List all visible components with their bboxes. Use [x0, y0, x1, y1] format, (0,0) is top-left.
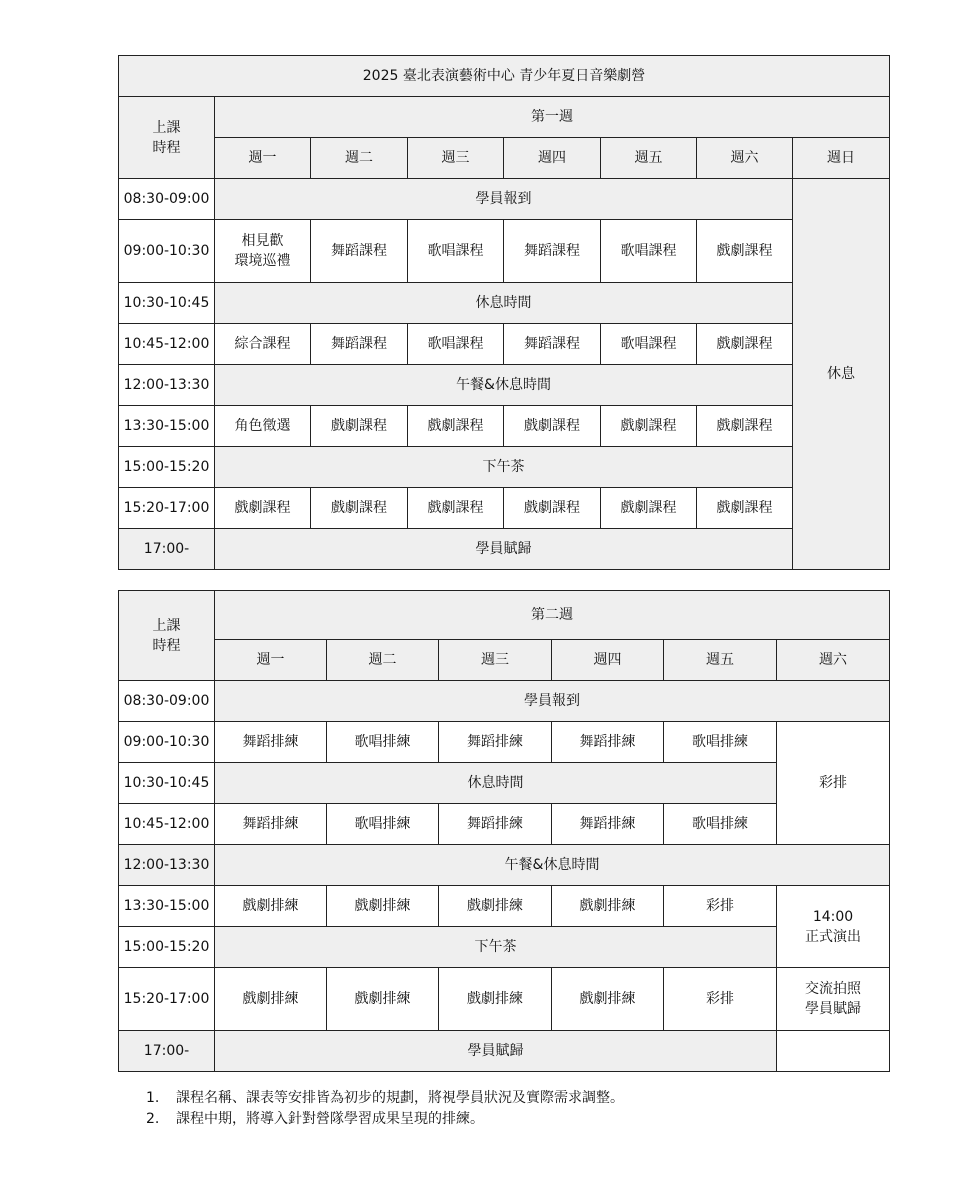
class-cell: 舞蹈排練 [215, 722, 327, 763]
class-cell: 戲劇課程 [601, 406, 697, 447]
class-cell: 舞蹈排練 [552, 722, 664, 763]
day-header: 週三 [408, 138, 504, 179]
span-activity: 學員賦歸 [215, 1031, 777, 1072]
class-cell: 戲劇排練 [215, 968, 327, 1031]
class-cell: 歌唱排練 [664, 722, 777, 763]
class-cell: 戲劇課程 [601, 488, 697, 529]
class-cell: 戲劇排練 [552, 886, 664, 927]
class-cell: 戲劇排練 [327, 886, 439, 927]
note-number: 1. [146, 1090, 160, 1106]
class-cell: 戲劇課程 [504, 488, 601, 529]
class-cell: 戲劇課程 [697, 220, 793, 283]
note-item [146, 1109, 624, 1130]
day-header: 週五 [601, 138, 697, 179]
class-cell: 歌唱排練 [327, 804, 439, 845]
class-cell: 相見歡 環境巡禮 [215, 220, 311, 283]
day-header: 週六 [697, 138, 793, 179]
notes-list [146, 1088, 624, 1130]
saturday-rehearsal: 彩排 [777, 722, 890, 845]
class-cell: 舞蹈排練 [215, 804, 327, 845]
saturday-performance: 14:00 正式演出 [777, 886, 890, 968]
time-slot: 10:45-12:00 [119, 804, 215, 845]
class-cell: 舞蹈排練 [439, 722, 552, 763]
class-cell: 歌唱排練 [327, 722, 439, 763]
note-text: 課程中期，將導入針對營隊學習成果呈現的排練。 [176, 1111, 484, 1127]
class-cell: 舞蹈課程 [311, 220, 408, 283]
saturday-photo-departure: 交流拍照 學員賦歸 [777, 968, 890, 1031]
class-cell: 歌唱課程 [601, 220, 697, 283]
span-activity: 學員賦歸 [215, 529, 793, 570]
time-slot: 15:00-15:20 [119, 447, 215, 488]
week2-schedule-table [118, 590, 890, 1072]
schedule-title: 2025 臺北表演藝術中心 青少年夏日音樂劇營 [119, 56, 890, 97]
time-slot: 17:00- [119, 529, 215, 570]
class-cell: 戲劇課程 [697, 488, 793, 529]
sunday-rest: 休息 [793, 179, 890, 570]
time-slot: 15:00-15:20 [119, 927, 215, 968]
span-activity: 午餐&休息時間 [215, 845, 890, 886]
time-header: 上課 時程 [119, 591, 215, 681]
day-header: 週四 [504, 138, 601, 179]
class-cell: 舞蹈課程 [504, 324, 601, 365]
class-cell: 戲劇排練 [439, 968, 552, 1031]
time-slot: 15:20-17:00 [119, 488, 215, 529]
span-activity: 學員報到 [215, 681, 890, 722]
time-slot: 10:30-10:45 [119, 283, 215, 324]
class-cell: 彩排 [664, 968, 777, 1031]
day-header: 週一 [215, 138, 311, 179]
day-header: 週四 [552, 640, 664, 681]
span-activity: 休息時間 [215, 283, 793, 324]
day-header: 週二 [327, 640, 439, 681]
day-header: 週日 [793, 138, 890, 179]
class-cell: 歌唱排練 [664, 804, 777, 845]
time-slot: 09:00-10:30 [119, 722, 215, 763]
day-header: 週五 [664, 640, 777, 681]
class-cell: 戲劇課程 [697, 406, 793, 447]
day-header: 週一 [215, 640, 327, 681]
span-activity: 下午茶 [215, 927, 777, 968]
class-cell: 戲劇課程 [311, 488, 408, 529]
class-cell: 戲劇排練 [215, 886, 327, 927]
span-activity: 學員報到 [215, 179, 793, 220]
span-activity: 下午茶 [215, 447, 793, 488]
class-cell: 舞蹈課程 [504, 220, 601, 283]
time-slot: 13:30-15:00 [119, 406, 215, 447]
span-activity: 午餐&休息時間 [215, 365, 793, 406]
time-slot: 10:30-10:45 [119, 763, 215, 804]
class-cell: 舞蹈排練 [552, 804, 664, 845]
note-text: 課程名稱、課表等安排皆為初步的規劃，將視學員狀況及實際需求調整。 [176, 1090, 624, 1106]
time-slot: 10:45-12:00 [119, 324, 215, 365]
day-header: 週二 [311, 138, 408, 179]
note-item [146, 1088, 624, 1109]
class-cell: 彩排 [664, 886, 777, 927]
empty-cell [777, 1031, 890, 1072]
time-slot: 17:00- [119, 1031, 215, 1072]
class-cell: 歌唱課程 [408, 220, 504, 283]
class-cell: 戲劇課程 [311, 406, 408, 447]
class-cell: 舞蹈課程 [311, 324, 408, 365]
class-cell: 歌唱課程 [601, 324, 697, 365]
class-cell: 舞蹈排練 [439, 804, 552, 845]
day-header: 週六 [777, 640, 890, 681]
day-header: 週三 [439, 640, 552, 681]
class-cell: 歌唱課程 [408, 324, 504, 365]
class-cell: 戲劇課程 [408, 406, 504, 447]
time-header: 上課 時程 [119, 97, 215, 179]
class-cell: 戲劇課程 [408, 488, 504, 529]
class-cell: 戲劇課程 [697, 324, 793, 365]
time-slot: 12:00-13:30 [119, 845, 215, 886]
class-cell: 戲劇排練 [327, 968, 439, 1031]
time-slot: 15:20-17:00 [119, 968, 215, 1031]
time-slot: 12:00-13:30 [119, 365, 215, 406]
class-cell: 戲劇課程 [504, 406, 601, 447]
time-slot: 08:30-09:00 [119, 179, 215, 220]
time-slot: 08:30-09:00 [119, 681, 215, 722]
week2-label: 第二週 [215, 591, 890, 640]
class-cell: 綜合課程 [215, 324, 311, 365]
class-cell: 戲劇排練 [439, 886, 552, 927]
span-activity: 休息時間 [215, 763, 777, 804]
note-number: 2. [146, 1111, 160, 1127]
class-cell: 角色徵選 [215, 406, 311, 447]
week1-schedule-table [118, 55, 890, 570]
class-cell: 戲劇課程 [215, 488, 311, 529]
time-slot: 13:30-15:00 [119, 886, 215, 927]
time-slot: 09:00-10:30 [119, 220, 215, 283]
class-cell: 戲劇排練 [552, 968, 664, 1031]
week1-label: 第一週 [215, 97, 890, 138]
